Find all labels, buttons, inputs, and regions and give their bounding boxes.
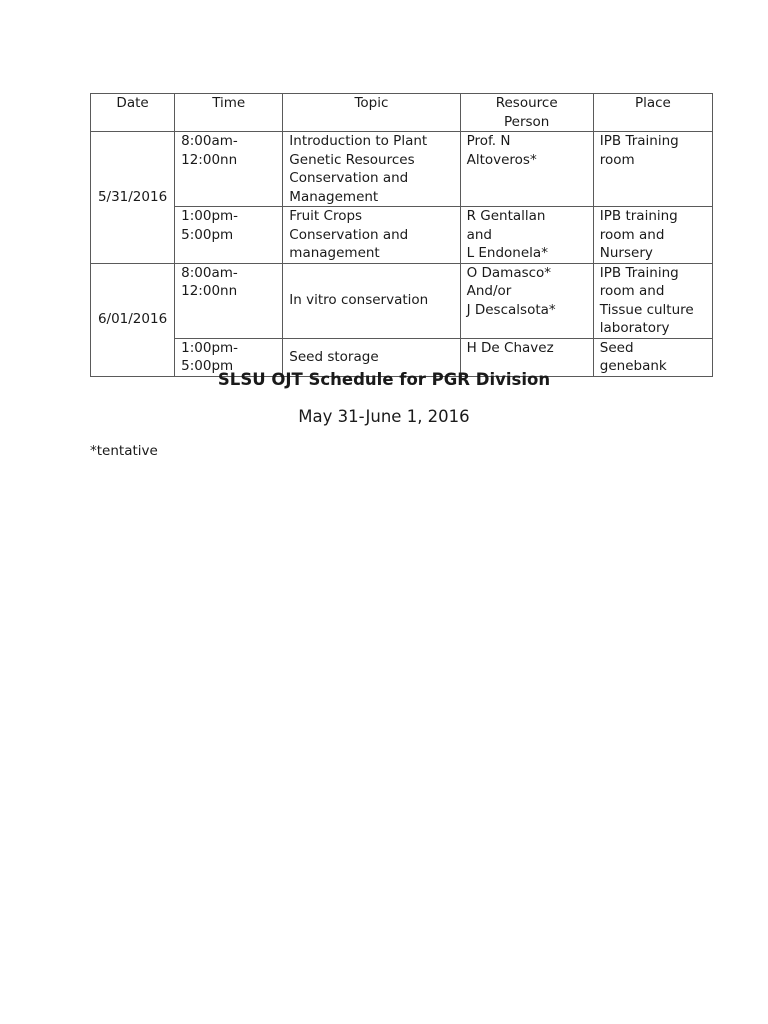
- resource-person-cell: H De Chavez: [460, 338, 593, 376]
- time-cell: 1:00pm- 5:00pm: [175, 207, 283, 264]
- time-cell: 8:00am- 12:00nn: [175, 263, 283, 338]
- topic-cell: In vitro conservation: [283, 263, 460, 338]
- header-place: Place: [593, 94, 712, 132]
- table-row: [91, 263, 713, 338]
- place-cell: IPB Training room and Tissue culture laboratory: [593, 263, 712, 338]
- resource-person-cell: Prof. N Altoveros*: [460, 132, 593, 207]
- table-row: [91, 132, 713, 207]
- time-cell: 1:00pm- 5:00pm: [175, 338, 283, 376]
- topic-cell: Introduction to Plant Genetic Resources Conservation and Management: [283, 132, 460, 207]
- header-row: [91, 94, 713, 132]
- topic-cell: Seed storage: [283, 338, 460, 376]
- topic-cell: Fruit Crops Conservation and management: [283, 207, 460, 264]
- date-cell: 6/01/2016: [91, 263, 175, 376]
- resource-person-cell: O Damasco* And/or J Descalsota*: [460, 263, 593, 338]
- page-title: SLSU OJT Schedule for PGR Division: [217, 370, 551, 389]
- schedule-table: [90, 93, 713, 377]
- header-time: Time: [175, 94, 283, 132]
- place-cell: Seed genebank: [593, 338, 712, 376]
- place-cell: IPB Training room: [593, 132, 712, 207]
- place-cell: IPB training room and Nursery: [593, 207, 712, 264]
- resource-person-cell: R Gentallan and L Endonela*: [460, 207, 593, 264]
- tentative-note: *tentative: [90, 443, 158, 459]
- time-cell: 8:00am- 12:00nn: [175, 132, 283, 207]
- header-date: Date: [91, 94, 175, 132]
- header-topic: Topic: [283, 94, 460, 132]
- page-subtitle: May 31-June 1, 2016: [298, 407, 470, 426]
- header-resource-person: Resource Person: [460, 94, 593, 132]
- table-row: [91, 207, 713, 264]
- date-cell: 5/31/2016: [91, 132, 175, 264]
